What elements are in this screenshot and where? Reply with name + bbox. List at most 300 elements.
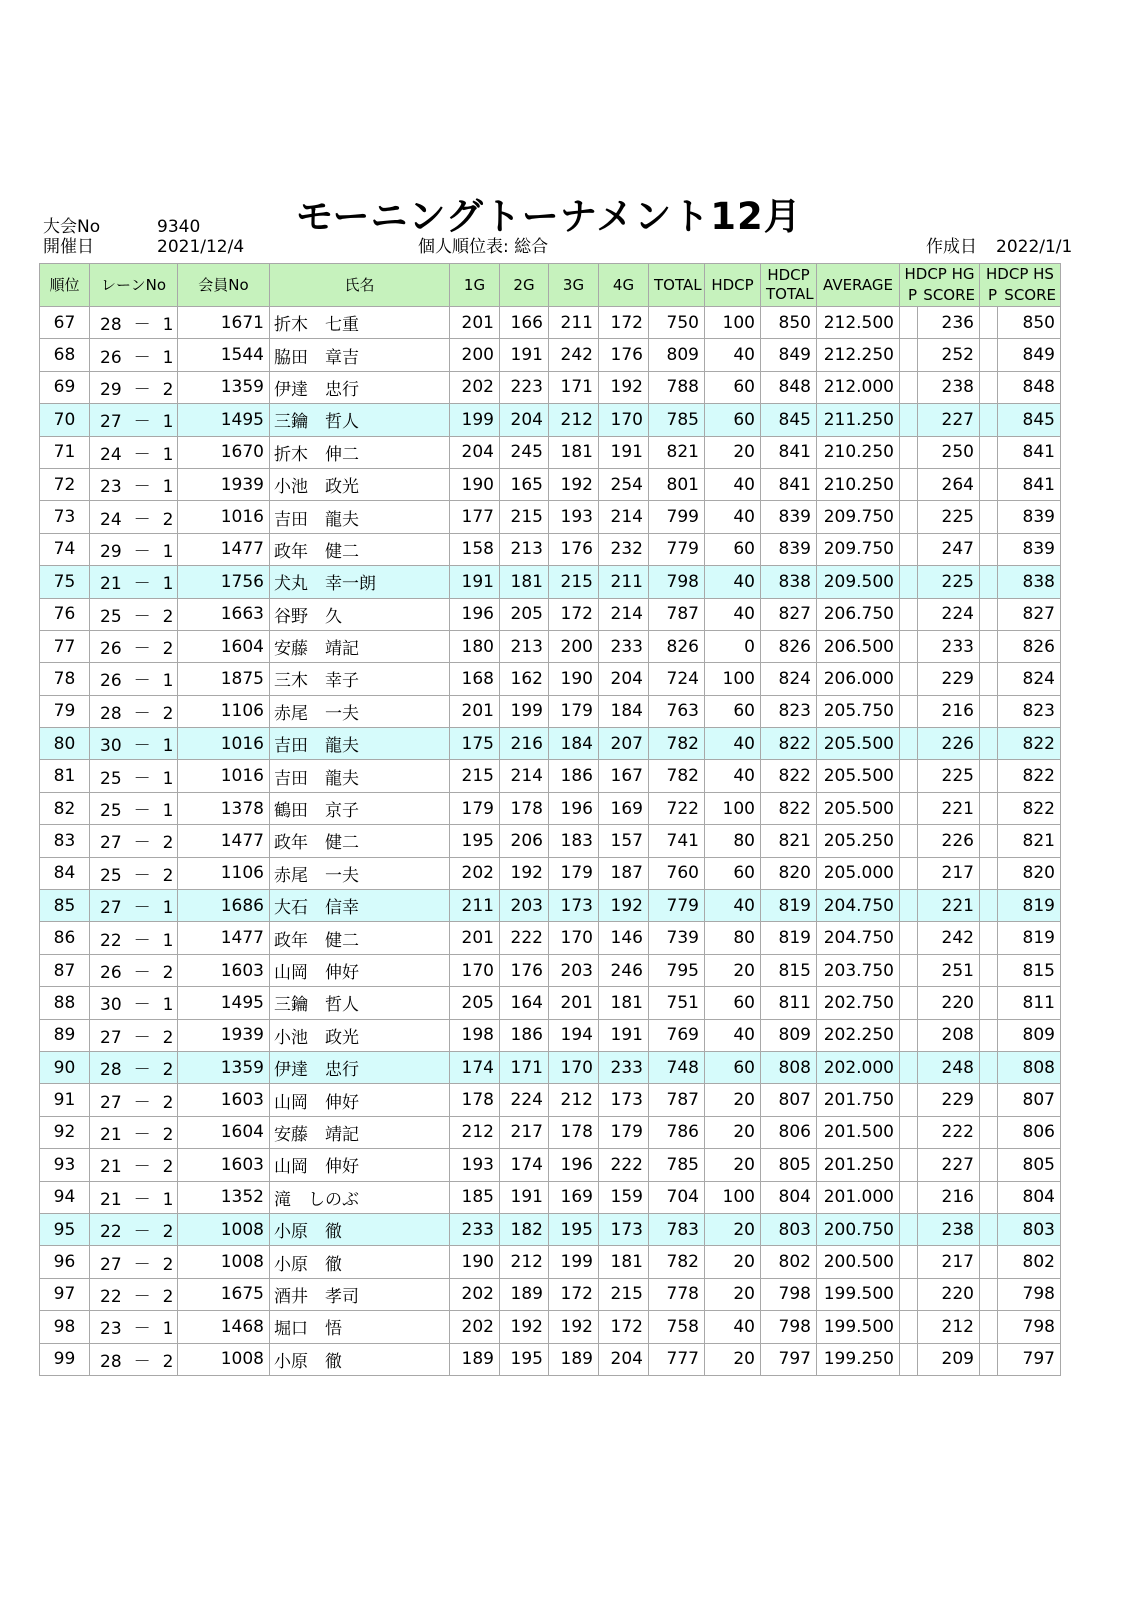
cell-hg: 251 — [918, 954, 980, 986]
cell-total: 782 — [649, 1246, 705, 1278]
cell-total: 704 — [649, 1181, 705, 1213]
cell-average: 209.750 — [817, 533, 900, 565]
cell-hg: 227 — [918, 404, 980, 436]
lane-pair: 24 — [100, 444, 122, 465]
cell-g4: 181 — [599, 1246, 649, 1278]
cell-hs: 808 — [998, 1051, 1061, 1083]
cell-member: 1008 — [178, 1213, 270, 1245]
cell-hg-p — [900, 468, 918, 500]
cell-hg: 264 — [918, 468, 980, 500]
cell-member: 1016 — [178, 501, 270, 533]
lane-separator: － — [133, 477, 151, 498]
cell-name: 小原 徹 — [270, 1246, 450, 1278]
cell-member: 1670 — [178, 436, 270, 468]
cell-hs-p — [980, 1343, 998, 1375]
table-row — [40, 922, 1061, 954]
cell-hg: 229 — [918, 1084, 980, 1116]
lane-separator: － — [133, 963, 151, 983]
cell-rank: 76 — [40, 598, 90, 630]
cell-hdcp-total: 848 — [761, 371, 817, 403]
cell-g1: 201 — [450, 307, 500, 339]
cell-lane — [90, 890, 178, 922]
lane-separator: － — [133, 541, 151, 562]
cell-hdcp: 100 — [705, 663, 761, 695]
cell-name: 吉田 龍夫 — [270, 760, 450, 792]
cell-hg: 209 — [918, 1343, 980, 1375]
cell-hdcp-total: 822 — [761, 760, 817, 792]
cell-hs: 802 — [998, 1246, 1061, 1278]
cell-g3: 203 — [549, 954, 599, 986]
table-row — [40, 468, 1061, 500]
cell-total: 785 — [649, 404, 705, 436]
table-row — [40, 1051, 1061, 1083]
cell-g1: 174 — [450, 1051, 500, 1083]
cell-hdcp-total: 820 — [761, 857, 817, 889]
cell-g2: 223 — [500, 371, 549, 403]
cell-g1: 196 — [450, 598, 500, 630]
cell-total: 787 — [649, 1084, 705, 1116]
lane-separator: － — [133, 1157, 151, 1178]
cell-g2: 186 — [500, 1019, 549, 1051]
lane-number: 1 — [162, 541, 174, 562]
cell-hs-p — [980, 1051, 998, 1083]
lane-pair: 27 — [100, 412, 122, 433]
col-average: AVERAGE — [817, 264, 900, 307]
cell-rank: 78 — [40, 663, 90, 695]
cell-hs: 822 — [998, 728, 1061, 760]
cell-lane — [90, 922, 178, 954]
lane-pair: 28 — [100, 1351, 122, 1372]
lane-separator: － — [133, 1351, 151, 1372]
cell-hdcp-total: 819 — [761, 922, 817, 954]
lane-number: 1 — [162, 995, 174, 1016]
lane-pair: 28 — [100, 1060, 122, 1081]
cell-g3: 186 — [549, 760, 599, 792]
cell-g2: 245 — [500, 436, 549, 468]
cell-g2: 171 — [500, 1051, 549, 1083]
cell-g1: 201 — [450, 922, 500, 954]
cell-g2: 191 — [500, 1181, 549, 1213]
table-row — [40, 792, 1061, 824]
cell-hg-p — [900, 663, 918, 695]
cell-g3: 211 — [549, 307, 599, 339]
cell-rank: 99 — [40, 1343, 90, 1375]
cell-member: 1756 — [178, 566, 270, 598]
cell-g1: 170 — [450, 954, 500, 986]
lane-number: 2 — [162, 703, 174, 724]
cell-name: 伊達 忠行 — [270, 371, 450, 403]
cell-hs-p — [980, 922, 998, 954]
cell-average: 201.750 — [817, 1084, 900, 1116]
cell-lane — [90, 1343, 178, 1375]
cell-hs-p — [980, 1116, 998, 1148]
cell-g4: 146 — [599, 922, 649, 954]
cell-g1: 205 — [450, 987, 500, 1019]
cell-hdcp: 80 — [705, 825, 761, 857]
cell-g1: 179 — [450, 792, 500, 824]
cell-g4: 215 — [599, 1278, 649, 1310]
cell-hg: 225 — [918, 566, 980, 598]
cell-hg-p — [900, 857, 918, 889]
cell-rank: 68 — [40, 339, 90, 371]
cell-rank: 75 — [40, 566, 90, 598]
cell-g4: 211 — [599, 566, 649, 598]
cell-member: 1671 — [178, 307, 270, 339]
cell-hdcp-total: 798 — [761, 1278, 817, 1310]
table-row — [40, 1084, 1061, 1116]
col-member-no: 会員No — [178, 264, 270, 307]
cell-member: 1359 — [178, 1051, 270, 1083]
table-row — [40, 1116, 1061, 1148]
cell-lane — [90, 307, 178, 339]
lane-pair: 23 — [100, 1319, 122, 1340]
cell-rank: 98 — [40, 1311, 90, 1343]
cell-average: 204.750 — [817, 890, 900, 922]
cell-g4: 173 — [599, 1213, 649, 1245]
tournament-no-label: 大会No — [43, 217, 101, 237]
cell-name: 伊達 忠行 — [270, 1051, 450, 1083]
cell-hdcp: 40 — [705, 728, 761, 760]
cell-g2: 213 — [500, 630, 549, 662]
cell-hg: 208 — [918, 1019, 980, 1051]
lane-separator: － — [133, 347, 151, 368]
col-g2: 2G — [500, 264, 549, 307]
cell-hs-p — [980, 954, 998, 986]
cell-g3: 179 — [549, 695, 599, 727]
cell-g4: 204 — [599, 1343, 649, 1375]
col-hdcp: HDCP — [705, 264, 761, 307]
cell-hg: 217 — [918, 1246, 980, 1278]
lane-number: 1 — [162, 574, 174, 595]
cell-hs-p — [980, 760, 998, 792]
lane-separator: － — [133, 315, 151, 336]
cell-rank: 69 — [40, 371, 90, 403]
cell-average: 212.250 — [817, 339, 900, 371]
cell-g2: 203 — [500, 890, 549, 922]
cell-hs: 819 — [998, 922, 1061, 954]
cell-name: 滝 しのぶ — [270, 1181, 450, 1213]
cell-rank: 82 — [40, 792, 90, 824]
lane-number: 2 — [162, 509, 174, 530]
cell-hg-p — [900, 630, 918, 662]
cell-average: 211.250 — [817, 404, 900, 436]
cell-member: 1495 — [178, 404, 270, 436]
cell-g1: 178 — [450, 1084, 500, 1116]
page-title: モーニングトーナメント12月 — [296, 195, 802, 238]
lane-number: 1 — [162, 444, 174, 465]
cell-g4: 172 — [599, 307, 649, 339]
cell-member: 1016 — [178, 728, 270, 760]
cell-g2: 224 — [500, 1084, 549, 1116]
cell-g3: 178 — [549, 1116, 599, 1148]
cell-hs: 823 — [998, 695, 1061, 727]
col-rank: 順位 — [40, 264, 90, 307]
cell-hg: 221 — [918, 890, 980, 922]
cell-member: 1686 — [178, 890, 270, 922]
cell-g2: 206 — [500, 825, 549, 857]
table-row — [40, 954, 1061, 986]
cell-hg-p — [900, 1019, 918, 1051]
lane-pair: 26 — [100, 963, 122, 983]
cell-lane — [90, 1246, 178, 1278]
cell-total: 786 — [649, 1116, 705, 1148]
cell-lane — [90, 1278, 178, 1310]
report-subtitle: 個人順位表: 総合 — [418, 237, 549, 257]
lane-number: 2 — [162, 606, 174, 627]
cell-rank: 96 — [40, 1246, 90, 1278]
cell-hdcp: 40 — [705, 468, 761, 500]
cell-lane — [90, 792, 178, 824]
cell-member: 1016 — [178, 760, 270, 792]
cell-hg-p — [900, 1213, 918, 1245]
cell-average: 206.000 — [817, 663, 900, 695]
cell-hdcp: 40 — [705, 890, 761, 922]
cell-total: 801 — [649, 468, 705, 500]
cell-name: 小原 徹 — [270, 1343, 450, 1375]
cell-lane — [90, 1311, 178, 1343]
cell-name: 政年 健二 — [270, 533, 450, 565]
cell-g1: 158 — [450, 533, 500, 565]
lane-separator: － — [133, 379, 151, 400]
cell-hs-p — [980, 987, 998, 1019]
cell-hdcp-total: 808 — [761, 1051, 817, 1083]
cell-hdcp: 0 — [705, 630, 761, 662]
cell-total: 724 — [649, 663, 705, 695]
cell-lane — [90, 1084, 178, 1116]
cell-hdcp-total: 807 — [761, 1084, 817, 1116]
cell-lane — [90, 1019, 178, 1051]
cell-average: 204.750 — [817, 922, 900, 954]
cell-lane — [90, 857, 178, 889]
cell-rank: 80 — [40, 728, 90, 760]
cell-lane — [90, 630, 178, 662]
cell-lane — [90, 1181, 178, 1213]
cell-total: 809 — [649, 339, 705, 371]
col-g3: 3G — [549, 264, 599, 307]
cell-g1: 189 — [450, 1343, 500, 1375]
cell-name: 山岡 伸好 — [270, 1149, 450, 1181]
cell-member: 1675 — [178, 1278, 270, 1310]
cell-average: 202.750 — [817, 987, 900, 1019]
cell-g1: 211 — [450, 890, 500, 922]
cell-hs: 820 — [998, 857, 1061, 889]
cell-rank: 86 — [40, 922, 90, 954]
cell-g3: 179 — [549, 857, 599, 889]
cell-hs: 821 — [998, 825, 1061, 857]
cell-hs-p — [980, 501, 998, 533]
cell-total: 777 — [649, 1343, 705, 1375]
cell-g3: 190 — [549, 663, 599, 695]
lane-number: 1 — [162, 412, 174, 433]
table-row — [40, 695, 1061, 727]
cell-g2: 217 — [500, 1116, 549, 1148]
cell-rank: 88 — [40, 987, 90, 1019]
cell-g3: 181 — [549, 436, 599, 468]
lane-number: 1 — [162, 898, 174, 919]
table-row — [40, 728, 1061, 760]
lane-pair: 27 — [100, 1027, 122, 1048]
cell-hdcp: 60 — [705, 695, 761, 727]
cell-g3: 201 — [549, 987, 599, 1019]
cell-g4: 191 — [599, 436, 649, 468]
cell-hg: 217 — [918, 857, 980, 889]
cell-total: 779 — [649, 890, 705, 922]
cell-hdcp: 20 — [705, 1278, 761, 1310]
cell-name: 政年 健二 — [270, 825, 450, 857]
cell-g4: 214 — [599, 598, 649, 630]
cell-g1: 195 — [450, 825, 500, 857]
cell-member: 1604 — [178, 630, 270, 662]
lane-number: 2 — [162, 1124, 174, 1145]
lane-number: 1 — [162, 1189, 174, 1210]
lane-separator: － — [133, 1060, 151, 1081]
cell-average: 205.500 — [817, 792, 900, 824]
table-row — [40, 890, 1061, 922]
cell-rank: 92 — [40, 1116, 90, 1148]
lane-pair: 28 — [100, 703, 122, 724]
cell-hs: 841 — [998, 436, 1061, 468]
cell-lane — [90, 1149, 178, 1181]
lane-number: 1 — [162, 801, 174, 822]
cell-hg: 224 — [918, 598, 980, 630]
lane-pair: 21 — [100, 1124, 122, 1145]
lane-number: 2 — [162, 1222, 174, 1243]
lane-separator: － — [133, 1124, 151, 1145]
cell-hdcp: 100 — [705, 1181, 761, 1213]
cell-total: 722 — [649, 792, 705, 824]
cell-total: 779 — [649, 533, 705, 565]
cell-g3: 215 — [549, 566, 599, 598]
lane-number: 1 — [162, 315, 174, 336]
cell-name: 小池 政光 — [270, 1019, 450, 1051]
lane-pair: 22 — [100, 1286, 122, 1307]
cell-hs: 845 — [998, 404, 1061, 436]
tournament-no: 9340 — [157, 217, 201, 237]
lane-number: 1 — [162, 930, 174, 951]
event-date: 2021/12/4 — [157, 237, 245, 257]
cell-rank: 93 — [40, 1149, 90, 1181]
lane-separator: － — [133, 1092, 151, 1113]
cell-hg: 225 — [918, 760, 980, 792]
cell-g4: 192 — [599, 371, 649, 403]
lane-pair: 29 — [100, 379, 122, 400]
cell-hs: 826 — [998, 630, 1061, 662]
cell-g2: 182 — [500, 1213, 549, 1245]
cell-name: 小原 徹 — [270, 1213, 450, 1245]
cell-g2: 199 — [500, 695, 549, 727]
cell-g3: 192 — [549, 1311, 599, 1343]
table-row — [40, 1019, 1061, 1051]
lane-number: 2 — [162, 639, 174, 660]
cell-average: 199.500 — [817, 1278, 900, 1310]
cell-rank: 84 — [40, 857, 90, 889]
cell-hg-p — [900, 825, 918, 857]
cell-hdcp: 60 — [705, 857, 761, 889]
cell-average: 202.250 — [817, 1019, 900, 1051]
cell-hg-p — [900, 1051, 918, 1083]
cell-hs-p — [980, 371, 998, 403]
cell-average: 212.000 — [817, 371, 900, 403]
table-row — [40, 1343, 1061, 1375]
cell-hs: 811 — [998, 987, 1061, 1019]
cell-g3: 212 — [549, 404, 599, 436]
cell-name: 三鑰 哲人 — [270, 987, 450, 1019]
cell-lane — [90, 468, 178, 500]
table-row — [40, 501, 1061, 533]
cell-g4: 222 — [599, 1149, 649, 1181]
cell-hdcp: 40 — [705, 566, 761, 598]
cell-average: 203.750 — [817, 954, 900, 986]
cell-g1: 177 — [450, 501, 500, 533]
cell-hdcp: 20 — [705, 954, 761, 986]
cell-hs: 838 — [998, 566, 1061, 598]
cell-total: 798 — [649, 566, 705, 598]
lane-pair: 27 — [100, 898, 122, 919]
cell-total: 788 — [649, 371, 705, 403]
cell-g1: 201 — [450, 695, 500, 727]
cell-total: 826 — [649, 630, 705, 662]
lane-separator: － — [133, 412, 151, 433]
lane-separator: － — [133, 736, 151, 757]
cell-total: 795 — [649, 954, 705, 986]
cell-hdcp-total: 822 — [761, 792, 817, 824]
cell-hs: 850 — [998, 307, 1061, 339]
cell-g4: 173 — [599, 1084, 649, 1116]
cell-g4: 204 — [599, 663, 649, 695]
cell-average: 210.250 — [817, 436, 900, 468]
cell-g3: 176 — [549, 533, 599, 565]
cell-hg-p — [900, 954, 918, 986]
cell-average: 205.750 — [817, 695, 900, 727]
lane-number: 2 — [162, 379, 174, 400]
cell-hdcp-total: 815 — [761, 954, 817, 986]
cell-member: 1477 — [178, 533, 270, 565]
cell-hdcp-total: 839 — [761, 533, 817, 565]
cell-rank: 72 — [40, 468, 90, 500]
col-lane: レーンNo — [90, 264, 178, 307]
cell-g1: 212 — [450, 1116, 500, 1148]
cell-g3: 189 — [549, 1343, 599, 1375]
cell-member: 1604 — [178, 1116, 270, 1148]
cell-member: 1603 — [178, 1149, 270, 1181]
lane-pair: 22 — [100, 930, 122, 951]
lane-number: 2 — [162, 1351, 174, 1372]
cell-g4: 179 — [599, 1116, 649, 1148]
cell-rank: 73 — [40, 501, 90, 533]
cell-total: 751 — [649, 987, 705, 1019]
cell-hs: 805 — [998, 1149, 1061, 1181]
lane-pair: 27 — [100, 1092, 122, 1113]
cell-member: 1544 — [178, 339, 270, 371]
cell-hdcp: 40 — [705, 1311, 761, 1343]
cell-rank: 81 — [40, 760, 90, 792]
cell-hdcp-total: 809 — [761, 1019, 817, 1051]
lane-pair: 26 — [100, 347, 122, 368]
cell-total: 763 — [649, 695, 705, 727]
cell-lane — [90, 1213, 178, 1245]
cell-member: 1939 — [178, 468, 270, 500]
lane-separator: － — [133, 1222, 151, 1243]
cell-g3: 192 — [549, 468, 599, 500]
cell-hg-p — [900, 728, 918, 760]
lane-pair: 25 — [100, 606, 122, 627]
cell-hg-p — [900, 1181, 918, 1213]
cell-hg-p — [900, 404, 918, 436]
cell-hg: 252 — [918, 339, 980, 371]
lane-separator: － — [133, 833, 151, 854]
cell-hdcp: 60 — [705, 533, 761, 565]
cell-lane — [90, 1051, 178, 1083]
